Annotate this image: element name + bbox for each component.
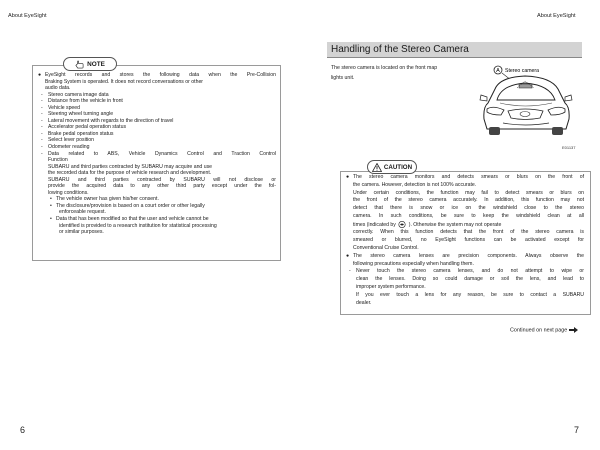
note-line: - Odometer reading [41, 144, 90, 151]
caution-line: correctly. When this function detects that the front of the stereo camera is [353, 229, 584, 236]
note-tab [63, 57, 117, 71]
caution-tab [367, 160, 417, 174]
note-line: audio data. [45, 85, 71, 92]
eyesight-indicator-icon [398, 221, 406, 228]
caution-line: improper system performance. [356, 284, 426, 291]
note-line: - Data related to ABS, Vehicle Dynamics Control and Traction Control [41, 150, 276, 157]
caution-line: the front of the stereo camera accurately. In addition, this function may not [353, 197, 584, 204]
note-content [36, 72, 276, 236]
caution-line: ● The stereo camera lenses are precision components. Always observe the [346, 252, 584, 259]
note-line: identified is provided to a research institution for statistical processing [59, 222, 217, 229]
caution-line: Under certain conditions, the function may fail to detect smears or blurs on [353, 189, 584, 196]
caution-content [344, 174, 584, 307]
caution-line: detect that there is snow or ice on the windshield close to the stereo [353, 205, 584, 212]
note-line: enforceable request. [59, 209, 106, 216]
note-hand-icon [75, 60, 84, 69]
caution-line: smeared or blurred, no EyeSight functions can be activated except for [353, 237, 584, 244]
caution-line: clean the lenses. Doing so could damage or soil the lens, and lead to [356, 276, 584, 283]
header-left: About EyeSight [8, 13, 47, 19]
caution-line: If you ever touch a lens for any reason, be sure to contact a SUBARU [356, 291, 584, 298]
note-line: • The disclosure/provision is based on a court order or other legally [50, 202, 205, 209]
page-number-right: 7 [574, 425, 580, 435]
header-right: About EyeSight [537, 13, 576, 19]
note-line: or similar purposes. [59, 229, 104, 236]
note-line: - Steering wheel turning angle [41, 111, 114, 118]
caution-line: the camera. However, detection is not 100% accurate. [353, 181, 477, 188]
note-line: SUBARU and third parties contracted by SUBARU will not disclose or [48, 176, 276, 183]
note-line: - Distance from the vehicle in front [41, 98, 123, 105]
section-intro: The stereo camera is located on the front map lights unit. [331, 65, 438, 81]
figure-code: E01137 [562, 145, 576, 150]
page-number-left: 6 [20, 425, 26, 435]
warning-triangle-icon [372, 163, 382, 172]
caution-line: following precautions especially when handling them. [353, 260, 474, 267]
continued-note: Continued on next page [510, 327, 578, 333]
note-line: the recorded data for the purpose of vehicle research and development. [48, 170, 212, 177]
callout-letter: A [496, 68, 500, 74]
car-front-illustration [475, 63, 577, 143]
callout-label: Stereo camera [505, 68, 540, 74]
note-line: - Lateral movement with regards to the direction of travel [41, 117, 174, 124]
caution-line: ● The stereo camera monitors and detects smears or blurs on the front of [346, 174, 584, 180]
arrow-right-icon [569, 327, 578, 333]
note-line: - Vehicle speed [41, 104, 81, 111]
caution-line: dealer. [356, 299, 372, 306]
section-title: Handling of the Stereo Camera [327, 42, 582, 58]
note-title: NOTE [87, 60, 105, 68]
note-line: provide the acquired data to any other third party except under the fol- [48, 183, 276, 190]
caution-line: times (indicated by ). Otherwise the system may not operate [353, 221, 502, 228]
note-line: • The vehicle owner has given his/her consent. [50, 196, 159, 203]
note-line: Function [48, 157, 68, 164]
note-line: - Brake pedal operation status [41, 130, 114, 137]
note-line: - Select lever position [41, 137, 95, 144]
note-line: • Data that has been modified so that the user and vehicle cannot be [50, 216, 209, 223]
note-line: Braking System is operated. It does not record conversations or other [45, 78, 204, 85]
note-line: SUBARU and third parties contracted by SUBARU may acquire and use [48, 163, 213, 170]
note-line: lowing conditions. [48, 189, 89, 196]
note-line: ● EyeSight records and stores the following data when the Pre-Collision [38, 72, 276, 78]
note-line: - Accelerator pedal operation status [41, 124, 127, 131]
caution-line: camera. In such conditions, be sure to keep the windshield clean at all [353, 212, 584, 219]
caution-title: CAUTION [383, 163, 413, 171]
caution-line: Conventional Cruise Control. [353, 245, 419, 252]
note-line: - Stereo camera image data [41, 91, 109, 98]
caution-line: - Never touch the stereo camera lenses, and do not attempt to wipe or [349, 268, 584, 275]
